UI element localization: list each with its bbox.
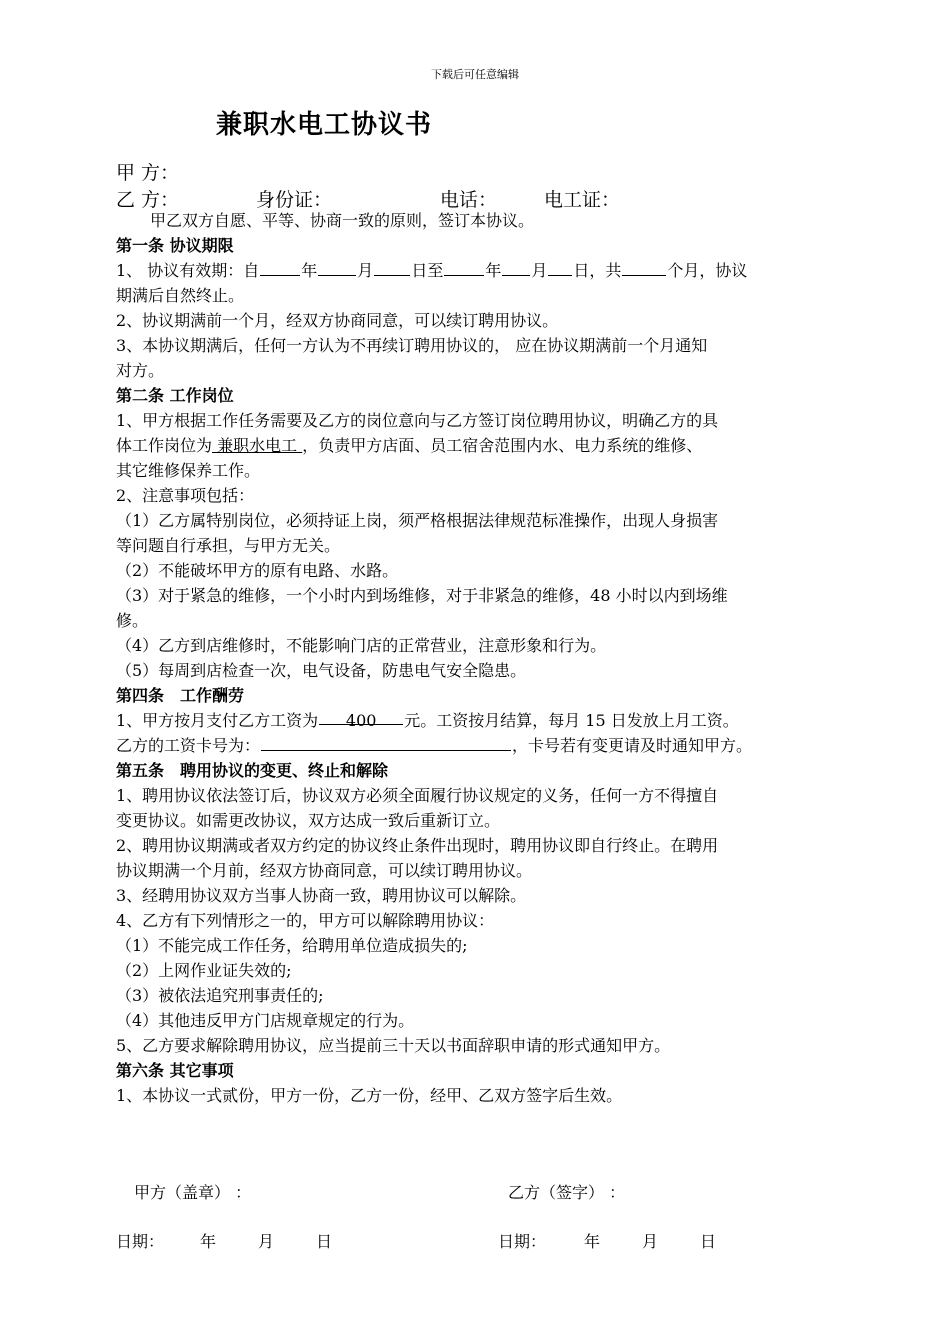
article6-clause1: 1、本协议一式贰份，甲方一份，乙方一份，经甲、乙双方签字后生效。: [116, 1086, 623, 1105]
salary-card-number-field[interactable]: [261, 734, 511, 751]
notice-item-4: （4）乙方到店维修时，不能影响门店的正常营业，注意形象和行为。: [116, 636, 607, 655]
party-b-label: 乙 方：: [116, 189, 180, 211]
party-b-date-year: 年: [584, 1232, 601, 1251]
party-b-date-label: 日期：: [498, 1232, 547, 1251]
blank-end-month[interactable]: [502, 259, 530, 276]
article1-heading: 第一条 协议期限: [116, 236, 234, 255]
blank-start-month[interactable]: [318, 259, 356, 276]
blank-start-day[interactable]: [374, 259, 410, 276]
party-a-seal-label: 甲方（盖章） ：: [134, 1183, 252, 1202]
electrician-cert-label: 电工证：: [544, 189, 621, 211]
salary-amount-field[interactable]: 400: [319, 708, 403, 725]
article5-clause1: 1、聘用协议依法签订后，协议双方必须全面履行协议规定的义务，任何一方不得擅自: [116, 786, 719, 805]
article1-clause1: 1、 协议有效期：自 年 月 日至 年 月 日，共 个月，协议: [116, 261, 748, 280]
party-b-signature-label: 乙方（签字） ：: [508, 1183, 626, 1202]
article5-clause3: 3、经聘用协议双方当事人协商一致，聘用协议可以解除。: [116, 886, 527, 905]
id-card-label: 身份证：: [256, 189, 333, 211]
party-b-date-month: 月: [642, 1232, 659, 1251]
article5-heading: 第五条 聘用协议的变更、终止和解除: [116, 761, 389, 780]
termination-case-3: （3）被依法追究刑事责任的;: [116, 986, 324, 1005]
article5-clause5: 5、乙方要求解除聘用协议，应当提前三十天以书面辞职申请的形式通知甲方。: [116, 1036, 671, 1055]
termination-case-2: （2）上网作业证失效的;: [116, 961, 292, 980]
article6-heading: 第六条 其它事项: [116, 1061, 234, 1080]
article4-heading: 第四条 工作酬劳: [116, 686, 245, 705]
article5-clause4: 4、乙方有下列情形之一的，甲方可以解除聘用协议：: [116, 911, 495, 930]
header-note: 下载后可任意编辑: [431, 68, 519, 81]
party-b-date-day: 日: [700, 1232, 717, 1251]
blank-end-year[interactable]: [444, 259, 484, 276]
party-a-label: 甲 方：: [116, 162, 180, 184]
blank-months[interactable]: [622, 259, 666, 276]
termination-case-4: （4）其他违反甲方门店规章规定的行为。: [116, 1011, 415, 1030]
party-a-date-label: 日期：: [116, 1232, 165, 1251]
phone-label: 电话：: [440, 189, 498, 211]
article1-clause3: 3、本协议期满后，任何一方认为不再续订聘用协议的， 应在协议期满前一个月通知: [116, 336, 708, 355]
article2-heading: 第二条 工作岗位: [116, 386, 234, 405]
notice-item-5: （5）每周到店检查一次，电气设备，防患电气安全隐患。: [116, 661, 527, 680]
job-position-field: 兼职水电工: [212, 436, 303, 455]
article1-clause2: 2、协议期满前一个月，经双方协商同意，可以续订聘用协议。: [116, 311, 559, 330]
document-title: 兼职水电工协议书: [216, 110, 433, 140]
party-a-date-day: 日: [316, 1232, 333, 1251]
article2-clause2: 2、注意事项包括：: [116, 486, 255, 505]
notice-item-2: （2）不能破坏甲方的原有电路、水路。: [116, 561, 399, 580]
article5-clause2: 2、聘用协议期满或者双方约定的协议终止条件出现时，聘用协议即自行终止。在聘用: [116, 836, 719, 855]
party-a-date-month: 月: [258, 1232, 275, 1251]
notice-item-3: （3）对于紧急的维修，一个小时内到场维修，对于非紧急的维修，48 小时以内到场维: [116, 586, 728, 605]
notice-item-1: （1）乙方属特别岗位，必须持证上岗，须严格根据法律规范标准操作，出现人身损害: [116, 511, 719, 530]
party-a-date-year: 年: [200, 1232, 217, 1251]
blank-end-day[interactable]: [548, 259, 572, 276]
article4-clause1: 1、甲方按月支付乙方工资为 400 元。工资按月结算，每月 15 日发放上月工资。: [116, 708, 840, 733]
agreement-body: 甲乙双方自愿、平等、协商一致的原则，签订本协议。 第一条 协议期限 1、 协议有效期：自 年 月 日至 年 月 日，共 个月，协议 期满后自然终止。 2、协议期满前一个月，经双方协商同意，可以续订聘用协议。 3、本协议期满后，任何一方认为不再续订聘用协议的， 应在协议期满前一个月通知 对方。 第二条 工作岗位 1、甲方根据工作任务需要及乙方的岗位意向与乙方签订岗位聘用协议，明确乙方的具 体工作岗位为 兼职水电工 ，负责甲方店面、员工宿舍范围内水、电力系统的维修、 其它维修保养工作。 2、注意事项包括： （1）乙方属特别岗位，必须持证上岗，须严格根据法律规范标准操作，出现人身损害 等问题自行承担，与甲方无关。 （2）不能破坏甲方的原有电路、水路。 （3）对于紧急的维修，一个小时内到场维修，对于非紧急的维修，48 小时以内到场维 修。 （4）乙方到店维修时，不能影响门店的正常营业，注意形象和行为。 （5）每周到店检查一次，电气设备，防患电气安全隐患。 第四条 工作酬劳 1、甲方按月支付乙方工资为 400 元。工资按月结算，每月 15 日发放上月工资。 乙方的工资卡号为： ，卡号若有变更请及时通知甲方。 第五条 聘用协议的变更、终止和解除 1、聘用协议依法签订后，协议双方必须全面履行协议规定的义务，任何一方不得擅自 变更协议。如需更改协议，双方达成一致后重新订立。 2、聘用协议期满或者双方约定的协议终止条件出现时，聘用协议即自行终止。在聘用 协议期满一个月前，经双方协商同意，可以续订聘用协议。 3、经聘用协议双方当事人协商一致，聘用协议可以解除。 4、乙方有下列情形之一的，甲方可以解除聘用协议： （1）不能完成工作任务，给聘用单位造成损失的; （2）上网作业证失效的; （3）被依法追究刑事责任的; （4）其他违反甲方门店规章规定的行为。 5、乙方要求解除聘用协议，应当提前三十天以书面辞职申请的形式通知甲方。 第六条 其它事项 1、本协议一式贰份，甲方一份，乙方一份，经甲、乙双方签字后生效。: [116, 208, 840, 1108]
intro-paragraph: 甲乙双方自愿、平等、协商一致的原则，签订本协议。: [150, 211, 535, 230]
blank-start-year[interactable]: [260, 259, 300, 276]
article2-clause1: 1、甲方根据工作任务需要及乙方的岗位意向与乙方签订岗位聘用协议，明确乙方的具: [116, 411, 719, 430]
termination-case-1: （1）不能完成工作任务，给聘用单位造成损失的;: [116, 936, 468, 955]
article4-clause2: 乙方的工资卡号为： ，卡号若有变更请及时通知甲方。: [116, 736, 753, 755]
